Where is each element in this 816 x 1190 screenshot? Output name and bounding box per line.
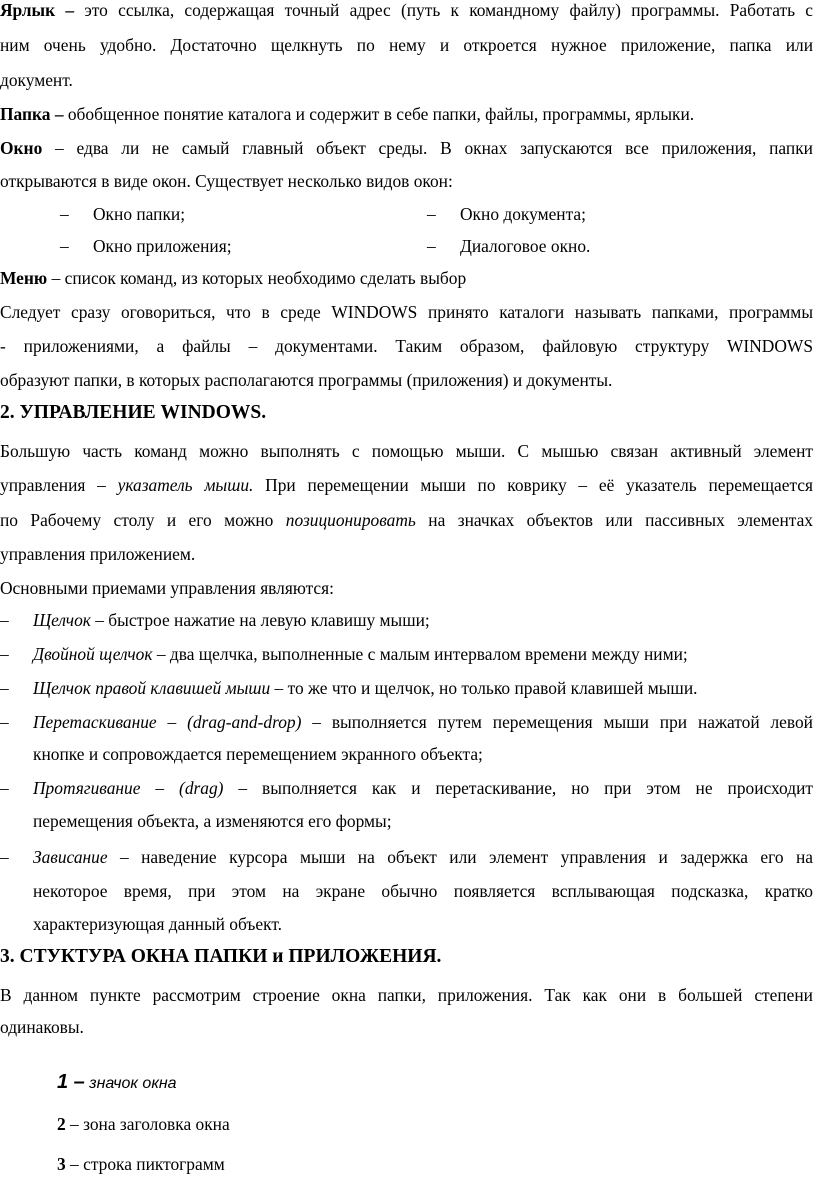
structure-item-3 [57,1149,757,1179]
window-term: Окно [0,138,43,158]
section-3-line-2: одинаковы. [0,1017,84,1037]
window-type-document: – Окно документа; [427,204,586,224]
section-2-p1-line-1: Большую часть команд можно выполнять с помощью мыши. С мышью связан активный элемент [0,441,813,461]
shortcut-definition-line-2: ним очень удобно. Достаточно щелкнуть по нему и откроется нужное приложение, папка или [0,35,813,55]
section-2-p1-line-3: по Рабочему столу и его можно позиционировать на значках объектов или пассивных элементах [0,510,813,530]
mouse-pointer-term: указатель мыши. [117,475,254,495]
menu-definition [0,263,813,293]
window-definition-line-1 [0,133,813,163]
positioning-term: позиционировать [285,510,416,530]
control-item-hover-line-1: – Зависание – наведение курсора мыши на объект или элемент управления и задержка его на [0,847,813,867]
control-item-double-click: – Двойной щелчок – два щелчка, выполненные с малым интервалом времени между ними; [0,644,688,664]
window-type-application: – Окно приложения; [60,236,232,256]
section-2-intro: Основными приемами управления являются: [0,578,334,598]
folder-text: обобщенное понятие каталога и содержит в себе папки, файлы, программы, ярлыки. [63,104,695,124]
control-item-right-click: – Щелчок правой клавишей мыши – то же что и щелчок, но только правой клавишей мыши. [0,678,698,698]
control-item-hover-line-3: характеризующая данный объект. [33,914,282,934]
control-item-click: – Щелчок – быстрое нажатие на левую клавишу мыши; [0,610,430,630]
shortcut-definition-line-3: документ. [0,70,73,90]
control-item-hover-line-2: некоторое время, при этом на экране обычно появляется всплывающая подсказка, кратко [33,881,813,901]
section-3-heading: 3. СТУКТУРА ОКНА ПАПКИ и ПРИЛОЖЕНИЯ. [0,946,442,967]
structure-item-2 [57,1109,757,1139]
folder-definition [0,99,813,129]
shortcut-definition-line-1 [0,0,813,25]
shortcut-sep: – [55,0,85,20]
menu-term: Меню [0,268,48,288]
note-line-3: образуют папки, в которых располагаются программы (приложения) и документы. [0,370,613,390]
structure-item-3-text: – строка пиктограмм [65,1154,225,1174]
section-2-p1-line-2: управления – указатель мыши. При перемещении мыши по коврику – её указатель перемещается [0,475,813,495]
window-type-folder: – Окно папки; [60,204,186,224]
shortcut-text-1: это ссылка, содержащая точный адрес (путь к командному файлу) программы. Работать с [84,0,813,20]
section-3-line-1: В данном пункте рассмотрим строение окна папки, приложения. Так как они в большей степени [0,985,813,1005]
structure-item-2-number: 2 [57,1114,66,1134]
section-2-p1-line-4: управления приложением. [0,544,196,564]
section-2-heading: 2. УПРАВЛЕНИЕ WINDOWS. [0,402,267,423]
window-types-row-2 [0,231,813,261]
note-line-2: - приложениями, а файлы – документами. Таким образом, файловую структуру WINDOWS [0,336,813,356]
window-types-row-1 [0,199,813,229]
control-item-drag-line-2: перемещения объекта, а изменяются его формы; [33,811,392,831]
structure-item-1 [57,1067,757,1097]
folder-sep: – [50,104,64,124]
folder-term: Папка [0,104,51,124]
menu-text: – список команд, из которых необходимо сделать выбор [47,268,467,288]
note-line-1: Следует сразу оговориться, что в среде WINDOWS принято каталоги называть папками, программы [0,302,813,322]
control-item-drag-line-1: – Протягивание – (drag) – выполняется как и перетаскивание, но при этом не происходит [0,778,813,798]
control-item-drag-and-drop-line-2: кнопке и сопровождается перемещением экранного объекта; [33,744,483,764]
structure-item-3-number: 3 [57,1154,66,1174]
structure-item-2-text: – зона заголовка окна [65,1114,230,1134]
window-type-dialog: – Диалоговое окно. [427,236,591,256]
shortcut-term: Ярлык [0,0,56,20]
control-item-drag-and-drop-line-1: – Перетаскивание – (drag-and-drop) – выполняется путем перемещения мыши при нажатой левой [0,712,813,732]
structure-item-1-number: 1 – [57,1071,85,1093]
structure-item-1-text: значок окна [89,1075,177,1092]
window-definition-line-2: открываются в виде окон. Существует несколько видов окон: [0,171,453,191]
window-text-1: – едва ли не самый главный объект среды. В окнах запускаются все приложения, папки [42,138,813,158]
